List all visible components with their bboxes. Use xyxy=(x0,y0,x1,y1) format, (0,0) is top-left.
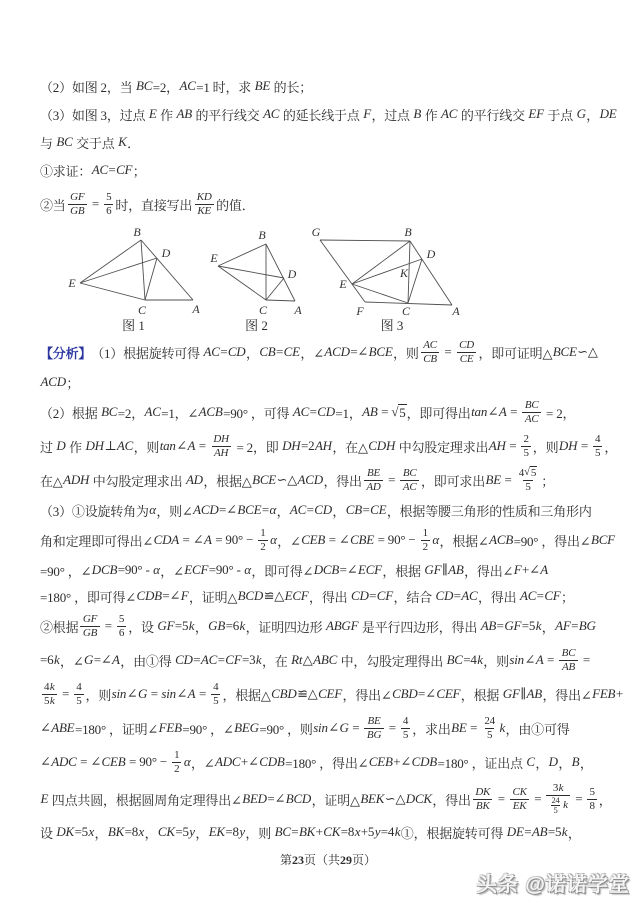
figure-caption: 图 3 xyxy=(380,318,404,333)
figure-diagram xyxy=(312,226,472,318)
text-line: ∠ ADC = ∠ CEB = 90° − $\frac{1}{2}$ α ，∠ ADC +∠ CDB =180° ，得出∠ CEB +∠ CDB =180° ，证出点 C ， D ， B ， xyxy=(40,748,593,775)
edge-CA xyxy=(266,300,295,301)
watermark: 头条 @诺诺学堂 xyxy=(476,874,630,896)
analysis-section xyxy=(40,335,623,845)
edge-EC xyxy=(80,283,145,300)
problem-section xyxy=(40,72,616,224)
text-line: 过 D 作 DH ⊥ AC ，则 tan ∠ A = $\frac{DH}{AH}$ = 2，即 DH =2 AH ，在△ CDH 中勾股定理求出 AH = $\frac{2}{5}$ ，则 DH = $\frac{4}{5}$ ， xyxy=(40,432,618,459)
vertex-label-C: C xyxy=(258,303,268,317)
figure-2 xyxy=(209,226,304,333)
text-line: （2）根据 BC =2， AC =1，∠ ACB =90° ，可得 AC = CD =1， AB = √ 5 ，即可得出 tan ∠ A = $\frac{BC}{AC}$ = 2， xyxy=(40,398,576,425)
figure-caption: 图 1 xyxy=(122,318,145,333)
vertex-label-D: D xyxy=(426,247,436,261)
figure-caption: 图 2 xyxy=(245,318,268,333)
edge-ED xyxy=(352,259,422,284)
page-footer: 第23页（共29页） xyxy=(279,853,377,867)
figure-diagram xyxy=(66,226,201,318)
edge-DC xyxy=(266,278,284,300)
edge-EC xyxy=(352,284,408,303)
text-line: ∠ ABE =180° ，证明∠ FEB =90° ，∠ BEG =90° ，则 sin ∠ G = $\frac{BE}{BG}$ = $\frac{4}{5}$ ，求出 BE = $\frac{24}{5}$ k ，由①可得 xyxy=(40,714,570,741)
edge-ED xyxy=(218,266,284,278)
text-line: 在△ ADH 中勾股定理求出 AD ，根据△ BCE ∽△ ACD ，得出 $\frac{BE}{AD}$ = $\frac{BC}{AC}$ ，即可求出 BE = 4 √ 5 5 ； xyxy=(40,466,555,493)
vertex-label-F: F xyxy=(356,304,364,318)
vertex-label-E: E xyxy=(339,277,347,291)
vertex-label-C: C xyxy=(401,304,411,318)
text-line: （3）①设旋转角为 α ，则∠ ACD =∠ BCE = α ， AC = CD ， CB = CE ，根据等腰三角形的性质和三角形内 xyxy=(40,502,592,519)
edge-EC xyxy=(218,266,266,300)
figure-1 xyxy=(66,226,201,333)
edge-GF xyxy=(320,240,365,302)
edge-GB xyxy=(320,240,410,241)
text-line: （2）如图 2，当 BC =2， AC =1 时，求 BE 的长； xyxy=(40,78,313,95)
vertex-label-B: B xyxy=(133,226,141,239)
vertex-label-A: A xyxy=(294,303,302,317)
text-line: 4 k 5 k = $\frac{4}{5}$ ，则 sin ∠ G = sin ∠ A = $\frac{4}{5}$ ，根据△ CBD ≌△ CEF ，得出∠ CBD =∠ CEF ，根据 GF ∥ AB ，得出∠ FEB + xyxy=(44,680,623,707)
text-line: E 四点共圆，根据圆周角定理得出∠ BED =∠ BCD ，证明△ BEK ∽△ DCK ，得出 $\frac{DK}{BK}$ = $\frac{CK}{EK}$ = 3 k $\frac{24}{5}$ k = $\frac{5}{8}$ ， xyxy=(40,781,612,816)
text-line: （3）如图 3，过点 E 作 AB 的平行线交 AC 的延长线于点 F ，过点 B 作 AC 的平行线交 EF 于点 G ， DE xyxy=(40,106,617,123)
text-line: ②当 $\frac{GF}{GB}$ = $\frac{5}{6}$ 时，直接写出 $\frac{KD}{KE}$ 的值． xyxy=(40,190,255,217)
vertex-label-E: E xyxy=(68,276,76,290)
text-line: 与 BC 交于点 K ． xyxy=(40,134,140,151)
edge-DC xyxy=(145,258,157,300)
vertex-label-A: A xyxy=(452,304,460,318)
vertex-label-D: D xyxy=(161,246,171,260)
vertex-label-B: B xyxy=(258,228,266,242)
vertex-label-C: C xyxy=(137,303,147,317)
vertex-label-D: D xyxy=(287,267,297,281)
vertex-label-B: B xyxy=(404,226,412,239)
text-line: 角和定理即可得出∠ CDA = ∠ A = 90° − $\frac{1}{2}$ α ，∠ CEB = ∠ CBE = 90° − $\frac{1}{2}$ α ，根据∠ ACB =90° ，得出∠ BCF xyxy=(40,526,615,553)
edge-DC xyxy=(408,259,422,303)
edge-EB xyxy=(218,244,266,266)
text-line: =90° ，∠ DCB =90° - α ，∠ ECF =90° - α ，即可得∠ DCB =∠ ECF ，根据 GF ∥ AB ，得出∠ F +∠ A xyxy=(40,562,549,579)
edge-ED xyxy=(80,258,157,283)
text-line: ②根据 $\frac{GF}{GB}$ = $\frac{5}{6}$ ，设 GF =5 k ， GB =6 k ，证明四边形 ABGF 是平行四边形，得出 AB = GF =5 k ， AF = BG xyxy=(40,612,596,639)
text-line: 【分析】 （1）根据旋转可得 AC = CD ， CB = CE ，∠ ACD =∠ BCE ，则 $\frac{AC}{CB}$ = $\frac{CD}{CE}$ ，即可证明△ BCE ∽△ xyxy=(40,338,598,365)
vertex-label-E: E xyxy=(210,251,218,265)
text-line: =6 k ，∠ G =∠ A ，由①得 CD = AC = CF =3 k ，在 Rt △ ABC 中，勾股定理得出 BC =4 k ，则 sin ∠ A = $\frac{BC}{AB}$ = xyxy=(40,646,591,673)
edge-BC xyxy=(141,240,145,300)
figure-3 xyxy=(312,226,472,333)
edge-EB xyxy=(80,240,141,283)
figures-row xyxy=(40,226,616,333)
text-line: 设 DK =5 x ， BK =8 x ， CK =5 y ， EK =8 y ，则 BC = BK + CK =8 x +5 y =4 k ①，根据旋转可得 DE = AB =5 k ， xyxy=(40,824,581,841)
vertex-label-K: K xyxy=(399,266,409,280)
text-line: ①求证： AC = CF ； xyxy=(40,162,146,179)
edge-BC xyxy=(408,241,410,303)
text-line: ACD ； xyxy=(40,374,80,391)
vertex-label-A: A xyxy=(192,302,200,316)
vertex-label-G: G xyxy=(312,226,321,239)
text-line: =180° ，即可得∠ CDB =∠ F ，证明△ BCD ≌△ ECF ，得出 CD = CF ，结合 CD = AC ，得出 AC = CF ； xyxy=(40,588,574,605)
figure-diagram xyxy=(209,226,304,318)
